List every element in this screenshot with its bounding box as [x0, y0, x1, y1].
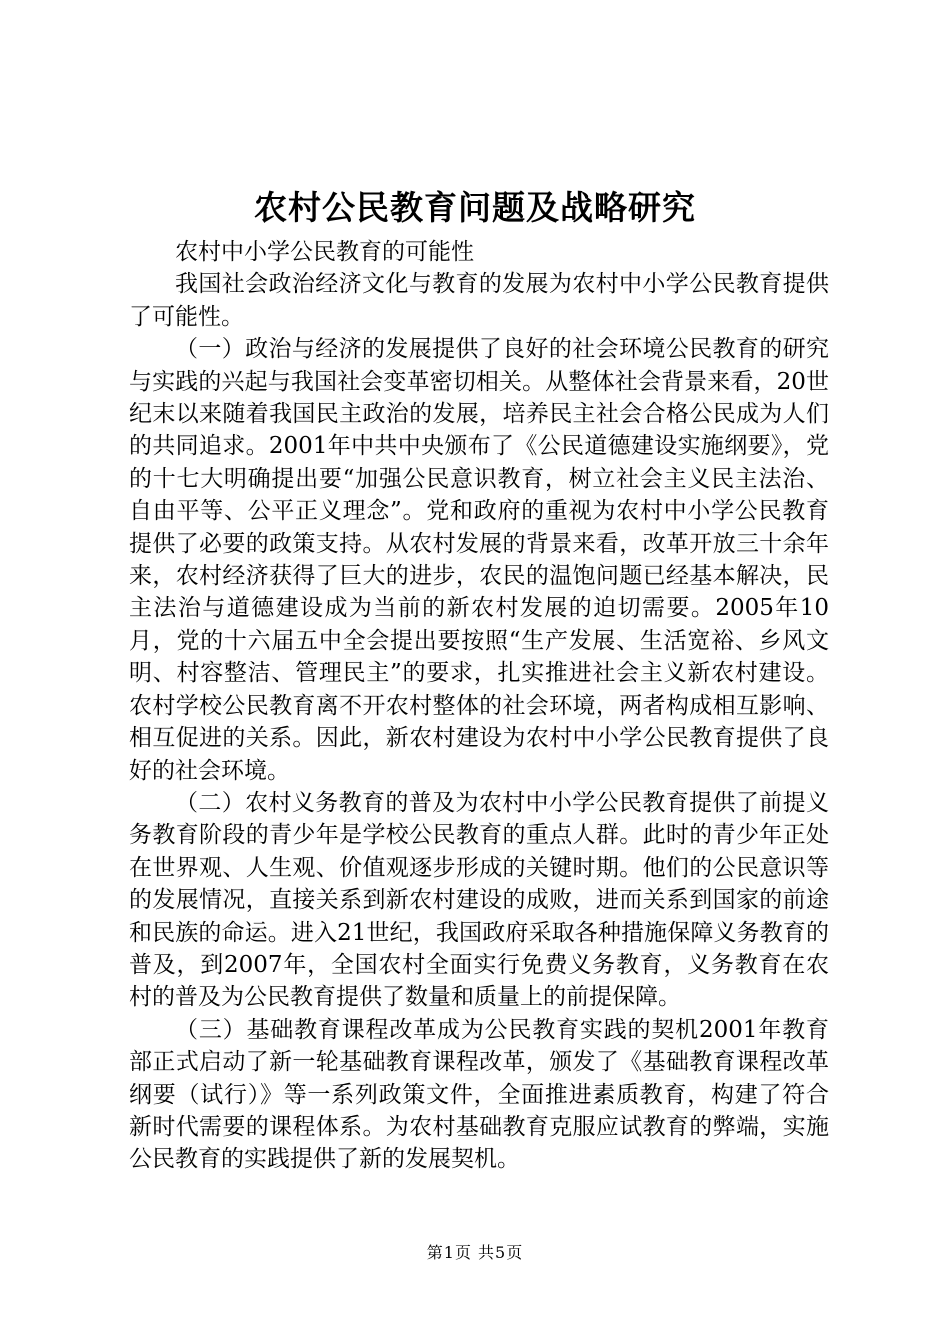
paragraph-two: （二）农村义务教育的普及为农村中小学公民教育提供了前提义务教育阶段的青少年是学校公民教育的重点人群。此时的青少年正处在世界观、人生观、价值观逐步形成的关键时期。他们的公民意识等的发展情况，直接关系到新农村建设的成败，进而关系到国家的前途和民族的命运。进入21世纪，我国政府采取各种措施保障义务教育的普及，到2007年，全国农村全面实行免费义务教育，义务教育在农村的普及为公民教育提供了数量和质量上的前提保障。	[129, 789, 829, 1011]
document-body	[129, 236, 829, 1176]
document-title: 农村公民教育问题及战略研究	[254, 188, 696, 227]
intro-paragraph: 我国社会政治经济文化与教育的发展为农村中小学公民教育提供了可能性。	[129, 271, 829, 330]
paragraph-three: （三）基础教育课程改革成为公民教育实践的契机2001年教育部正式启动了新一轮基础教育课程改革，颁发了《基础教育课程改革纲要（试行）》等一系列政策文件，全面推进素质教育，构建了符合新时代需要的课程体系。为农村基础教育克服应试教育的弊端，实施公民教育的实践提供了新的发展契机。	[129, 1016, 829, 1173]
section-heading: 农村中小学公民教育的可能性	[175, 239, 474, 265]
paragraph-one: （一）政治与经济的发展提供了良好的社会环境公民教育的研究与实践的兴起与我国社会变革密切相关。从整体社会背景来看，20世纪末以来随着我国民主政治的发展，培养民主社会合格公民成为人们的共同追求。2001年中共中央颁布了《公民道德建设实施纲要》，党的十七大明确提出要“加强公民意识教育，树立社会主义民主法治、自由平等、公平正义理念”。党和政府的重视为农村中小学公民教育提供了必要的政策支持。从农村发展的背景来看，改革开放三十余年来，农村经济获得了巨大的进步，农民的温饱问题已经基本解决，民主法治与道德建设成为当前的新农村发展的迫切需要。2005年10月，党的十六届五中全会提出要按照“生产发展、生活宽裕、乡风文明、村容整洁、管理民主”的要求，扎实推进社会主义新农村建设。农村学校公民教育离不开农村整体的社会环境，两者构成相互影响、相互促进的关系。因此，新农村建设为农村中小学公民教育提供了良好的社会环境。	[129, 336, 829, 784]
page-number-footer: 第1页 共5页	[426, 1243, 524, 1262]
